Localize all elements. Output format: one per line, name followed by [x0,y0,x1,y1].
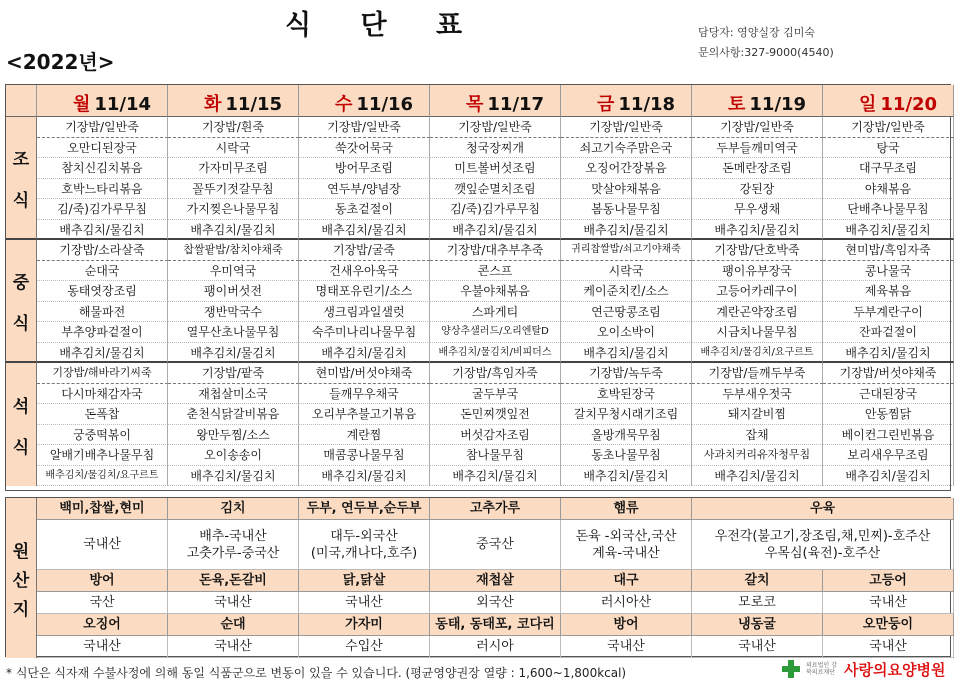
origin-value: 국내산 [37,636,168,658]
day-date: 11/20 [880,94,938,115]
origin-label-char: 지 [12,599,30,620]
origin-head: 오징어 [37,614,168,636]
origin-value: 중국산 [430,520,561,570]
menu-item: 현미밥/흑임자죽 [823,240,954,261]
menu-item: 매콤콩나물무침 [299,445,430,466]
menu-item: 건새우아욱국 [299,261,430,282]
menu-item: 왕만두찜/소스 [168,425,299,446]
menu-item: 미트볼버섯조림 [430,158,561,179]
meal-label-char: 식 [12,190,30,211]
origin-value: 외국산 [430,592,561,614]
menu-item: 부추양파겉절이 [37,322,168,343]
day-date: 11/15 [225,94,283,115]
meal-table [5,84,951,491]
menu-item: 배추김치/물김치 [37,220,168,241]
menu-item: 배추김치/물김치 [430,466,561,487]
menu-item: 춘천식닭갈비볶음 [168,404,299,425]
menu-item: 궁중떡볶이 [37,425,168,446]
menu-item: 김/죽)김가루무침 [37,199,168,220]
menu-item: 동태엿장조림 [37,281,168,302]
day-header-6 [823,85,954,117]
menu-item: 참나물무침 [430,445,561,466]
meal-label-char: 조 [12,149,30,170]
menu-item: 순대국 [37,261,168,282]
menu-item: 기장밥/대추부추죽 [430,240,561,261]
origin-head: 닭,닭살 [299,570,430,592]
menu-item: 굴두부국 [430,384,561,405]
origin-value: 우전각(불고기,장조림,채,민찌)-호주산 우목심(육전)-호주산 [692,520,954,570]
day-name: 목 [466,94,484,115]
menu-item: 생크림과일샐럿 [299,302,430,323]
day-header-2 [299,85,430,117]
menu-item: 잡채 [692,425,823,446]
menu-item: 강된장 [692,179,823,200]
menu-item: 동초겉절이 [299,199,430,220]
day-name: 화 [204,94,222,115]
menu-item: 쇠고기숙주맑은국 [561,138,692,159]
menu-item: 기장밥/일반죽 [299,117,430,138]
menu-item: 방어무조림 [299,158,430,179]
origin-head: 냉동굴 [692,614,823,636]
menu-item: 탕국 [823,138,954,159]
menu-item: 올방개묵무침 [561,425,692,446]
manager-info: 담당자: 영양실장 김미숙 [698,26,815,39]
menu-item: 열무산초나물무침 [168,322,299,343]
menu-item: 오이송송이 [168,445,299,466]
day-name: 일 [859,94,877,115]
origin-head: 백미,찹쌀,현미 [37,498,168,520]
menu-item: 버섯감자조림 [430,425,561,446]
meal-label-0 [6,117,37,240]
menu-item: 돈폭찹 [37,404,168,425]
origin-table [5,497,951,657]
menu-item: 다시마채감자국 [37,384,168,405]
menu-item: 기장밥/들깨두부죽 [692,363,823,384]
menu-item: 시락국 [561,261,692,282]
menu-item: 잔파겉절이 [823,322,954,343]
menu-item: 기장밥/흑임자죽 [430,363,561,384]
origin-value: 러시아 [430,636,561,658]
menu-item: 기장밥/녹두죽 [561,363,692,384]
origin-head: 고등어 [823,570,954,592]
menu-item: 우불야채볶음 [430,281,561,302]
menu-item: 배추김치/물김치 [692,466,823,487]
menu-item: 맛살야채볶음 [561,179,692,200]
menu-item: 배추김치/물김치/요구르트 [692,343,823,364]
menu-item: 가자미무조림 [168,158,299,179]
menu-item: 기장밥/단호박죽 [692,240,823,261]
menu-item: 스파게티 [430,302,561,323]
menu-item: 기장밥/일반죽 [37,117,168,138]
menu-item: 배추김치/물김치 [561,466,692,487]
menu-item: 기장밥/일반죽 [692,117,823,138]
menu-item: 기장밥/팥죽 [168,363,299,384]
menu-item: 오이소박이 [561,322,692,343]
menu-item: 배추김치/물김치/요구르트 [37,466,168,487]
origin-value: 러시아산 [561,592,692,614]
menu-item: 배추김치/물김치 [299,466,430,487]
origin-value: 국내산 [692,636,823,658]
menu-item: 배추김치/물김치 [823,220,954,241]
menu-item: 두부새우젓국 [692,384,823,405]
day-header-1 [168,85,299,117]
origin-value: 모로코 [692,592,823,614]
menu-item: 배추김치/물김치 [168,343,299,364]
day-header-4 [561,85,692,117]
origin-label-char: 산 [12,570,30,591]
menu-item: 두부계란구이 [823,302,954,323]
menu-item: 호박느타리볶음 [37,179,168,200]
origin-head: 햄류 [561,498,692,520]
year-label: <2022년> [6,50,115,74]
menu-item: 오리부추불고기볶음 [299,404,430,425]
menu-item: 알배기배추나물무침 [37,445,168,466]
origin-value: 수입산 [299,636,430,658]
origin-head: 오만둥이 [823,614,954,636]
origin-value: 대두-외국산 (미국,캐나다,호주) [299,520,430,570]
menu-item: 청국장찌개 [430,138,561,159]
origin-value: 돈육 -외국산,국산 계육-국내산 [561,520,692,570]
menu-item: 팽이유부장국 [692,261,823,282]
menu-item: 야채볶음 [823,179,954,200]
menu-item: 돈메란장조림 [692,158,823,179]
day-name: 토 [728,94,746,115]
menu-item: 현미밥/버섯야채죽 [299,363,430,384]
origin-head: 돈육,돈갈비 [168,570,299,592]
menu-item: 팽이버섯전 [168,281,299,302]
menu-item: 김/죽)김가루무침 [430,199,561,220]
menu-item: 봄동나물무침 [561,199,692,220]
menu-item: 가지찢은나물무침 [168,199,299,220]
medical-cross-icon [780,658,802,680]
menu-item: 기장밥/일반죽 [823,117,954,138]
menu-item: 해물파전 [37,302,168,323]
menu-item: 양상추샐러드/오리엔탈D [430,322,561,343]
logo-name: 사랑의요양병원 [844,660,946,679]
menu-item: 배추김치/물김치 [299,343,430,364]
menu-item: 들깨무우채국 [299,384,430,405]
menu-item: 배추김치/물김치 [37,343,168,364]
origin-value: 국내산 [299,592,430,614]
menu-item: 참치신김치볶음 [37,158,168,179]
origin-value: 국내산 [823,592,954,614]
origin-head: 대구 [561,570,692,592]
menu-item: 시금치나물무침 [692,322,823,343]
menu-item: 배추김치/물김치 [168,220,299,241]
menu-item: 깻잎순멸치조림 [430,179,561,200]
day-name: 월 [73,94,91,115]
menu-item: 오징어간장볶음 [561,158,692,179]
meal-label-char: 식 [12,437,30,458]
origin-value: 국내산 [168,636,299,658]
menu-item: 귀리찹쌀밥/쇠고기야채죽 [561,240,692,261]
menu-item: 숙주미나리나물무침 [299,322,430,343]
meal-label-2 [6,363,37,486]
origin-value: 국내산 [561,636,692,658]
day-header-0 [37,85,168,117]
origin-head: 두부, 연두부,순두부 [299,498,430,520]
menu-item: 기장밥/버섯야채죽 [823,363,954,384]
meal-label-char: 식 [12,313,30,334]
menu-item: 대구무조림 [823,158,954,179]
origin-head: 김치 [168,498,299,520]
menu-item: 동초나물무침 [561,445,692,466]
menu-item: 안동찜닭 [823,404,954,425]
menu-item: 연근땅콩조림 [561,302,692,323]
menu-item: 배추김치/물김치 [692,220,823,241]
menu-item: 고등어카레구이 [692,281,823,302]
origin-head: 고추가루 [430,498,561,520]
hospital-logo [780,655,960,683]
contact-info: 문의사항:327-9000(4540) [698,46,834,59]
menu-item: 꼴뚜기젓갈무침 [168,179,299,200]
day-date: 11/19 [749,94,807,115]
menu-item: 보리새우무조림 [823,445,954,466]
menu-item: 쟁반막국수 [168,302,299,323]
menu-item: 두부들깨미역국 [692,138,823,159]
logo-org-text: 의료법인 강북의료재단 [806,662,837,676]
menu-item: 배추김치/물김치 [430,220,561,241]
menu-item: 우미역국 [168,261,299,282]
meal-label-char: 중 [12,272,30,293]
menu-item: 콘스프 [430,261,561,282]
day-header-5 [692,85,823,117]
menu-item: 배추김치/물김치 [823,343,954,364]
origin-head: 우육 [692,498,954,520]
menu-item: 기장밥/해바라기씨죽 [37,363,168,384]
menu-item: 배추김치/물김치 [561,343,692,364]
menu-item: 제육볶음 [823,281,954,302]
menu-item: 기장밥/흰죽 [168,117,299,138]
origin-value: 국내산 [168,592,299,614]
menu-item: 찹쌀팥밥/참치야채죽 [168,240,299,261]
origin-head: 방어 [37,570,168,592]
menu-item: 기장밥/일반죽 [430,117,561,138]
meal-label-1 [6,240,37,363]
origin-value: 국내산 [823,636,954,658]
menu-item: 돈민찌깻잎전 [430,404,561,425]
menu-item: 오만디된장국 [37,138,168,159]
origin-value: 배추-국내산 고춧가루-중국산 [168,520,299,570]
menu-item: 배추김치/물김치/비피더스 [430,343,561,364]
origin-head: 재첩살 [430,570,561,592]
menu-item: 콩나물국 [823,261,954,282]
origin-head: 동태, 동태포, 코다리 [430,614,561,636]
menu-item: 계란곤약장조림 [692,302,823,323]
origin-head: 가자미 [299,614,430,636]
day-date: 11/18 [618,94,676,115]
menu-item: 근대된장국 [823,384,954,405]
menu-item: 계란찜 [299,425,430,446]
menu-item: 돼지갈비찜 [692,404,823,425]
origin-label-char: 원 [12,541,30,562]
menu-item: 연두부/양념장 [299,179,430,200]
menu-item: 시락국 [168,138,299,159]
day-date: 11/14 [94,94,152,115]
menu-item: 쑥갓어묵국 [299,138,430,159]
origin-value: 국산 [37,592,168,614]
origin-label [6,498,37,658]
day-date: 11/17 [487,94,545,115]
header-corner [6,85,37,117]
day-header-3 [430,85,561,117]
menu-item: 명태포유린기/소스 [299,281,430,302]
menu-item: 배추김치/물김치 [561,220,692,241]
menu-item: 재첩살미소국 [168,384,299,405]
menu-item: 기장밥/소라살죽 [37,240,168,261]
menu-item: 갈치무청시래기조림 [561,404,692,425]
day-date: 11/16 [356,94,414,115]
menu-item: 호박된장국 [561,384,692,405]
meal-label-char: 석 [12,396,30,417]
menu-item: 배추김치/물김치 [823,466,954,487]
footnote: * 식단은 식자재 수불사정에 의해 동일 식품군으로 변동이 있을 수 있습니다. (평균영양권장 열량 : 1,600~1,800kcal) [6,666,627,680]
menu-item: 기장밥/굴죽 [299,240,430,261]
menu-item: 배추김치/물김치 [299,220,430,241]
menu-item: 단배추나물무침 [823,199,954,220]
origin-head: 갈치 [692,570,823,592]
day-name: 수 [335,94,353,115]
menu-item: 기장밥/일반죽 [561,117,692,138]
menu-item: 케이준치킨/소스 [561,281,692,302]
origin-head: 순대 [168,614,299,636]
menu-item: 사과치커리유자청무침 [692,445,823,466]
origin-head: 방어 [561,614,692,636]
menu-item: 베이컨그린빈볶음 [823,425,954,446]
page-title: 식 단 표 [285,10,483,41]
menu-item: 배추김치/물김치 [168,466,299,487]
day-name: 금 [597,94,615,115]
origin-value: 국내산 [37,520,168,570]
menu-item: 무우생채 [692,199,823,220]
